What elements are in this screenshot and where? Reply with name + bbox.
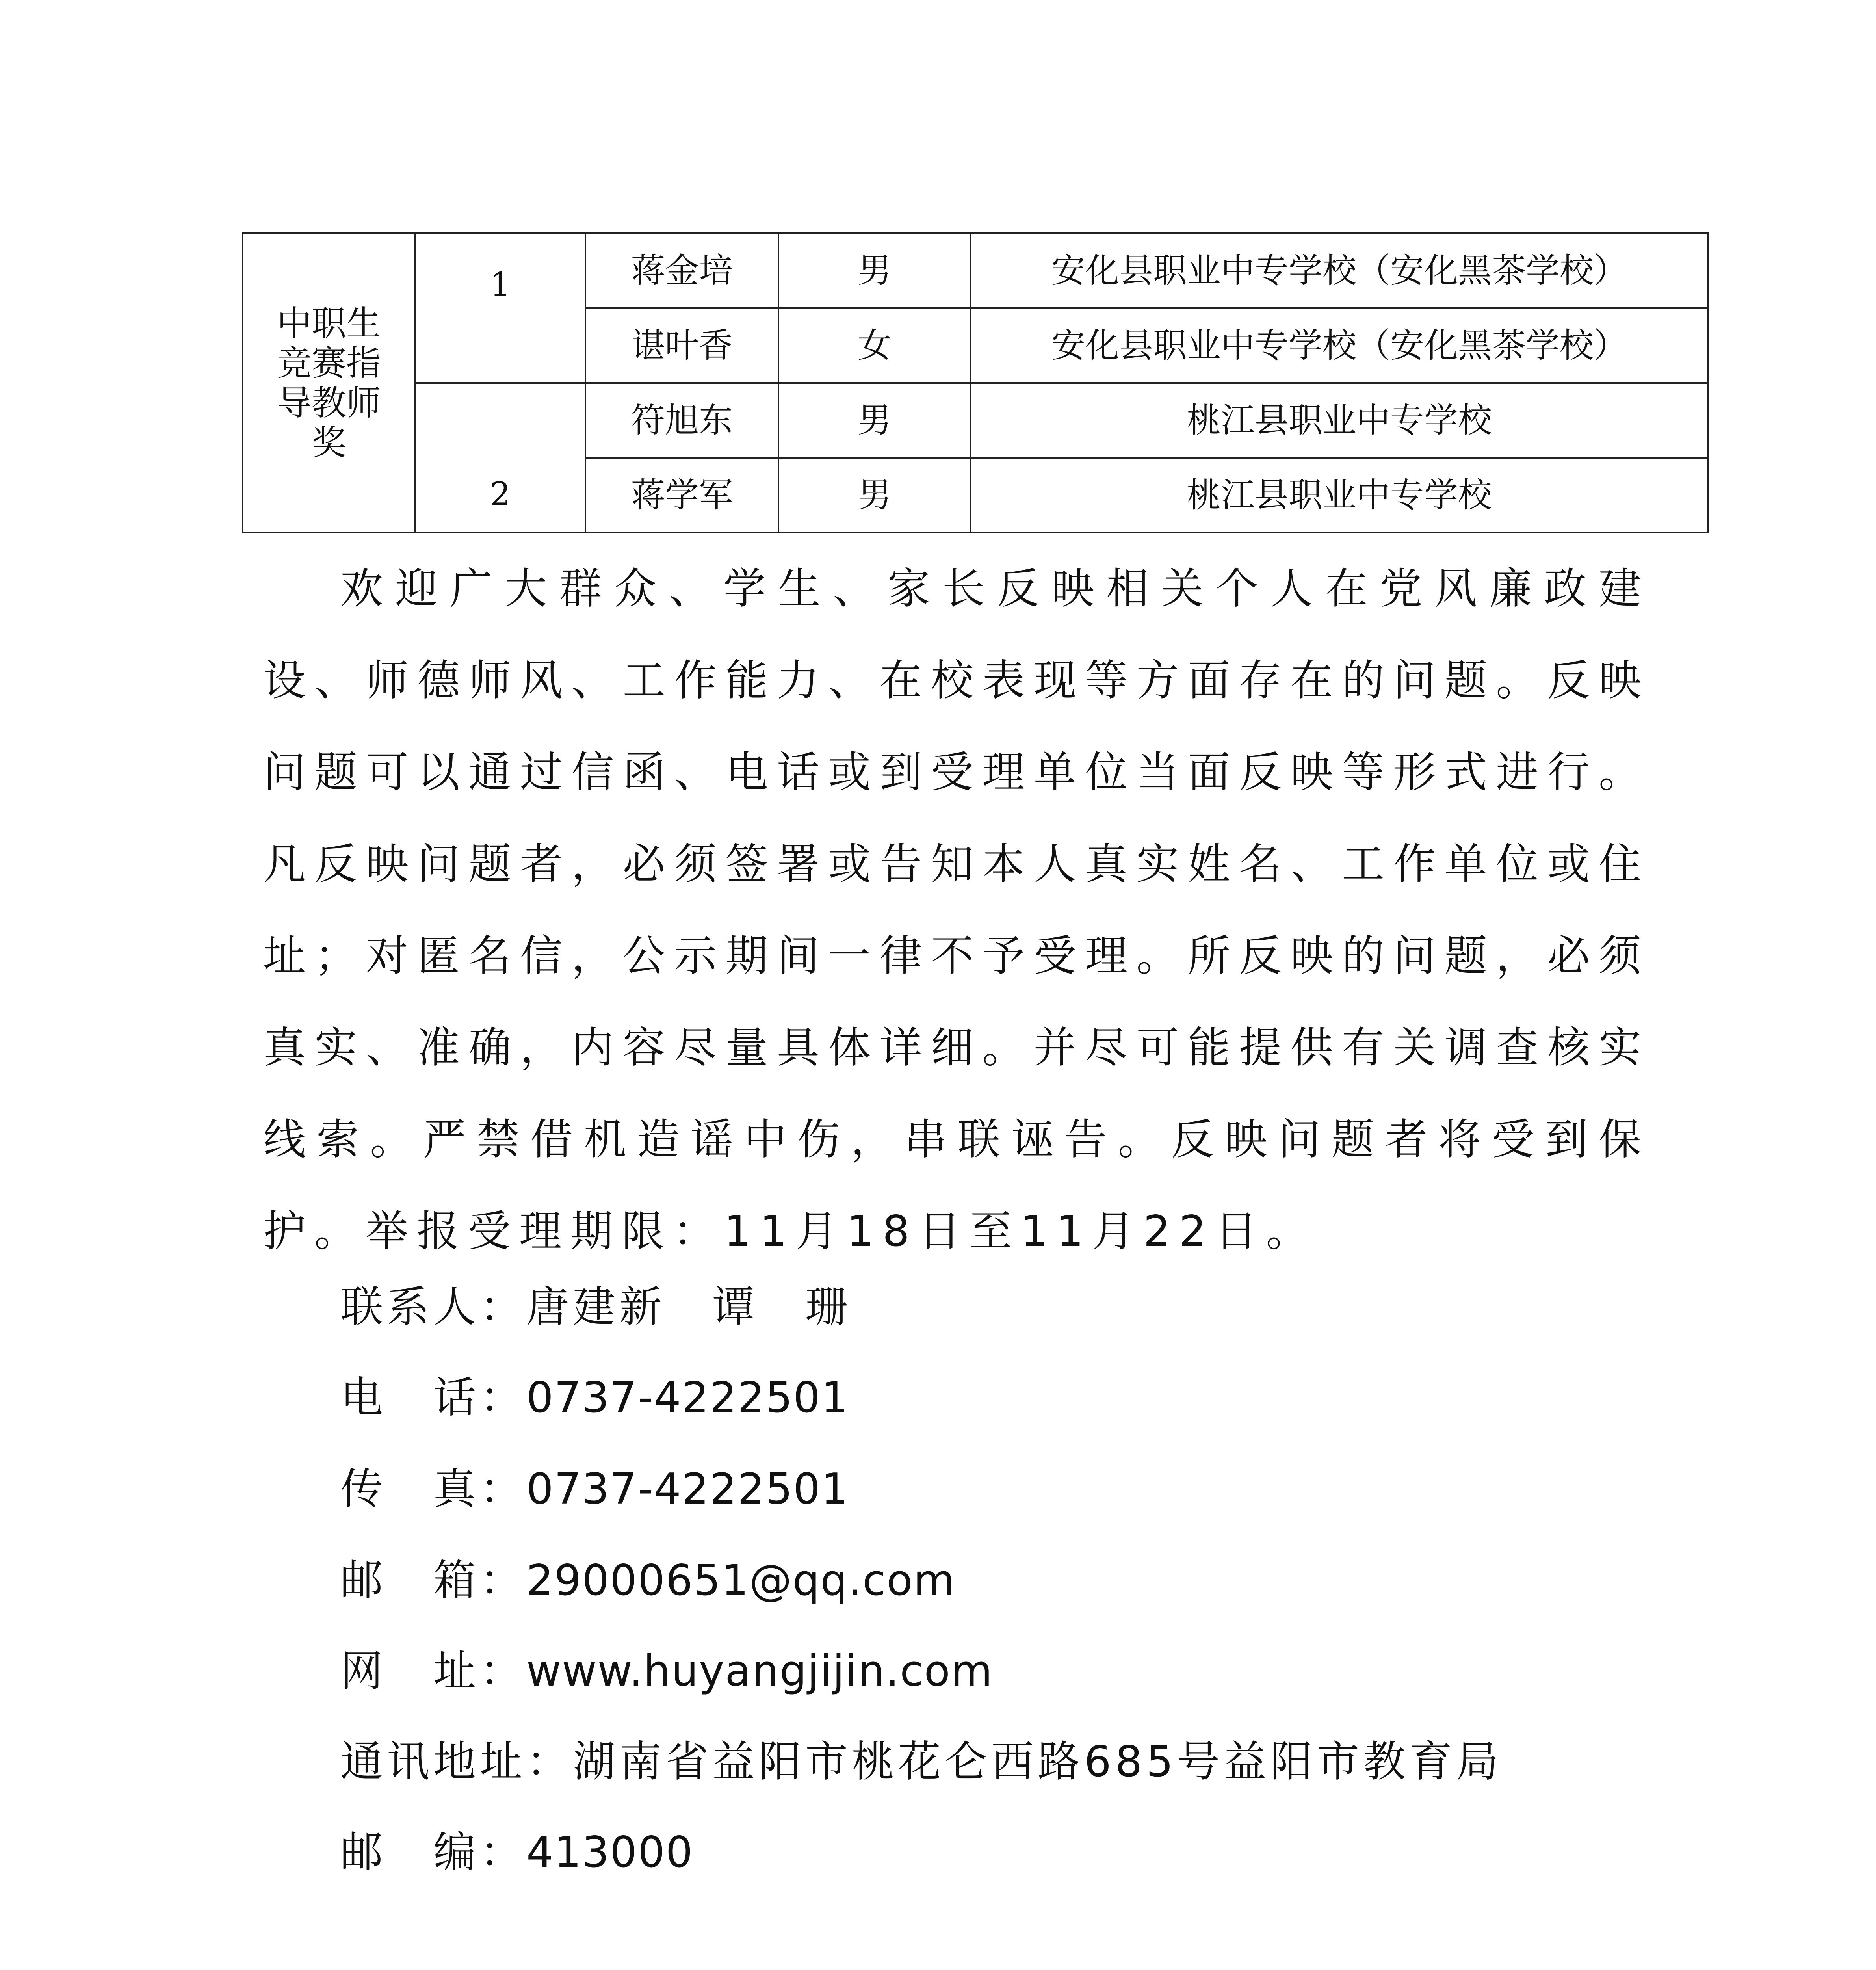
group-number: 2 [415, 383, 585, 533]
recipient-unit: 安化县职业中专学校（安化黑茶学校） [971, 308, 1708, 383]
group-number: 1 [415, 233, 585, 383]
table-row [243, 383, 1708, 458]
contact-phone [340, 1366, 1719, 1429]
recipient-gender: 女 [778, 308, 971, 383]
contact-address-label: 通讯地址： [340, 1737, 573, 1786]
recipient-unit: 桃江县职业中专学校 [971, 383, 1708, 458]
contact-phone-label: 电 话： [340, 1373, 527, 1422]
contact-email [340, 1549, 1719, 1612]
table-row [243, 233, 1708, 308]
contact-address [340, 1730, 1719, 1793]
award-category-line: 奖 [311, 422, 346, 463]
recipient-gender: 男 [778, 233, 971, 308]
recipient-unit: 桃江县职业中专学校 [971, 458, 1708, 533]
contact-phone-value: 0737-4222501 [526, 1373, 849, 1422]
recipient-name: 蒋金培 [585, 233, 778, 308]
recipient-name: 符旭东 [585, 383, 778, 458]
notice-paragraph: 欢迎广大群众、学生、家长反映相关个人在党风廉政建设、师德师风、工作能力、在校表现等方面存在的问题。反映问题可以通过信函、电话或到受理单位当面反映等形式进行。凡反映问题者，必须签署或告知本人真实姓名、工作单位或住址；对匿名信，公示期间一律不予受理。所反映的问题，必须真实、准确，内容尽量具体详细。并尽可能提供有关调查核实线索。严禁借机造谣中伤，串联诬告。反映问题者将受到保护。举报受理期限：11月18日至11月22日。 [263, 564, 1650, 1256]
contact-person [340, 1276, 1719, 1339]
recipient-gender: 男 [778, 383, 971, 458]
contact-fax [340, 1458, 1719, 1521]
contact-email-label: 邮 箱： [340, 1556, 527, 1605]
contact-website-label: 网 址： [340, 1647, 527, 1696]
award-table [242, 232, 1709, 533]
recipient-unit: 安化县职业中专学校（安化黑茶学校） [971, 233, 1708, 308]
contact-person-value: 唐建新 谭 珊 [526, 1282, 852, 1332]
contact-postcode-label: 邮 编： [340, 1828, 527, 1877]
recipient-name: 谌叶香 [585, 308, 778, 383]
contact-website-value: www.huyangjijin.com [526, 1647, 993, 1696]
contact-email-value: 29000651@qq.com [526, 1556, 956, 1605]
contact-postcode-value: 413000 [526, 1828, 694, 1877]
award-category-line: 导教师 [277, 383, 381, 423]
award-category-line: 中职生 [277, 303, 381, 344]
contact-postcode [340, 1821, 1719, 1884]
recipient-gender: 男 [778, 458, 971, 533]
award-category-cell [243, 233, 415, 533]
contact-fax-label: 传 真： [340, 1464, 527, 1514]
award-category-line: 竞赛指 [277, 342, 381, 383]
contact-website [340, 1640, 1719, 1703]
contact-person-label: 联系人： [340, 1282, 527, 1332]
contact-address-value: 湖南省益阳市桃花仑西路685号益阳市教育局 [573, 1737, 1503, 1786]
contact-fax-value: 0737-4222501 [526, 1464, 849, 1514]
recipient-name: 蒋学军 [585, 458, 778, 533]
